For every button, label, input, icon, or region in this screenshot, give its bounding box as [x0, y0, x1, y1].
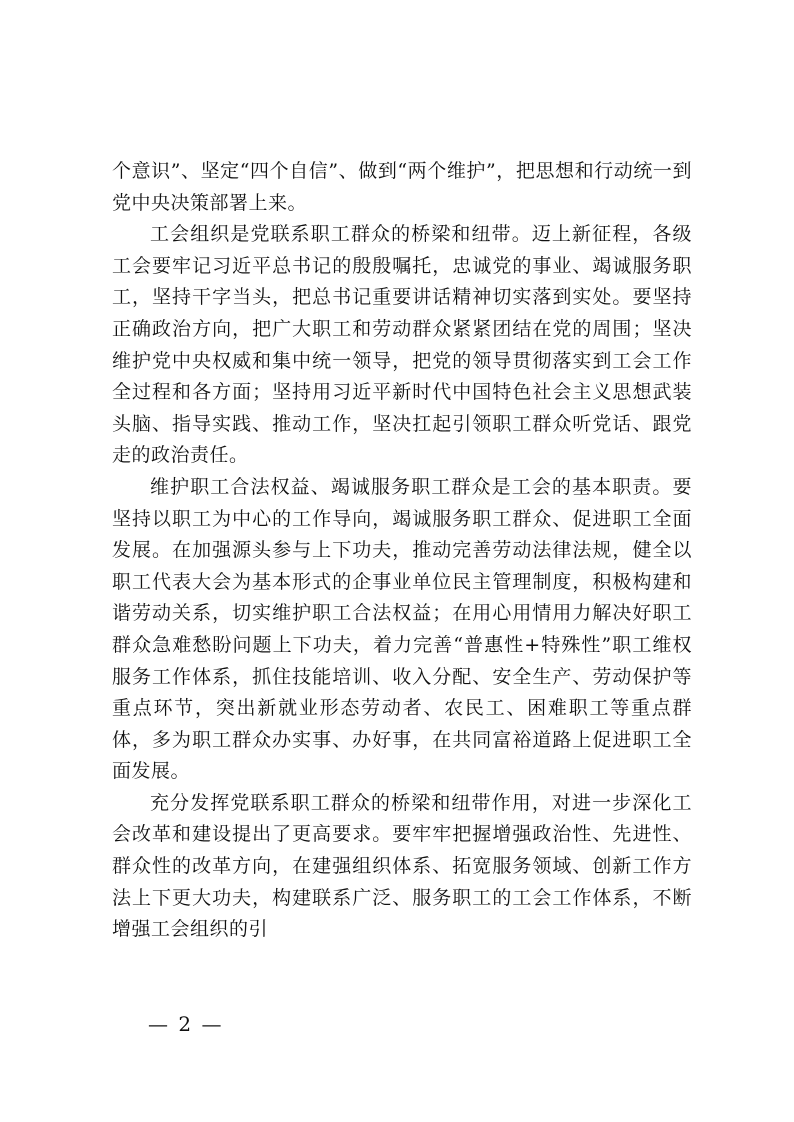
paragraph-union-organization: 工会组织是党联系职工群众的桥梁和纽带。迈上新征程，各级工会要牢记习近平总书记的殷殷嘱托，忠诚党的事业、竭诚服务职工，坚持干字当头，把总书记重要讲话精神切实落到实处。要坚持正确政治方向，把广大职工和劳动群众紧紧团结在党的周围；坚决维护党中央权威和集中统一领导，把党的领导贯彻落实到工会工作全过程和各方面；坚持用习近平新时代中国特色社会主义思想武装头脑、指导实践、推动工作，坚决扛起引领职工群众听党话、跟党走的政治责任。	[112, 223, 692, 467]
paragraph-continuation: 个意识”、坚定“四个自信”、做到“两个维护”，把思想和行动统一到党中央决策部署上来。	[112, 160, 692, 214]
body-text	[112, 156, 692, 946]
page-number: — 2 —	[148, 1012, 224, 1036]
paragraph-worker-rights: 维护职工合法权益、竭诚服务职工群众是工会的基本职责。要坚持以职工为中心的工作导向，竭诚服务职工群众、促进职工全面发展。在加强源头参与上下功夫，推动完善劳动法律法规，健全以职工代表大会为基本形式的企事业单位民主管理制度，积极构建和谐劳动关系，切实维护职工合法权益；在用心用情用力解决好职工群众急难愁盼问题上下功夫，着力完善“普惠性+特殊性”职工维权服务工作体系，抓住技能培训、收入分配、安全生产、劳动保护等重点环节，突出新就业形态劳动者、农民工、困难职工等重点群体，多为职工群众办实事、办好事，在共同富裕道路上促进职工全面发展。	[112, 475, 692, 783]
paragraph-union-reform: 充分发挥党联系职工群众的桥梁和纽带作用，对进一步深化工会改革和建设提出了更高要求。要牢牢把握增强政治性、先进性、群众性的改革方向，在建强组织体系、拓宽服务领域、创新工作方法上下更大功夫，构建联系广泛、服务职工的工会工作体系，不断增强工会组织的引	[112, 791, 692, 941]
